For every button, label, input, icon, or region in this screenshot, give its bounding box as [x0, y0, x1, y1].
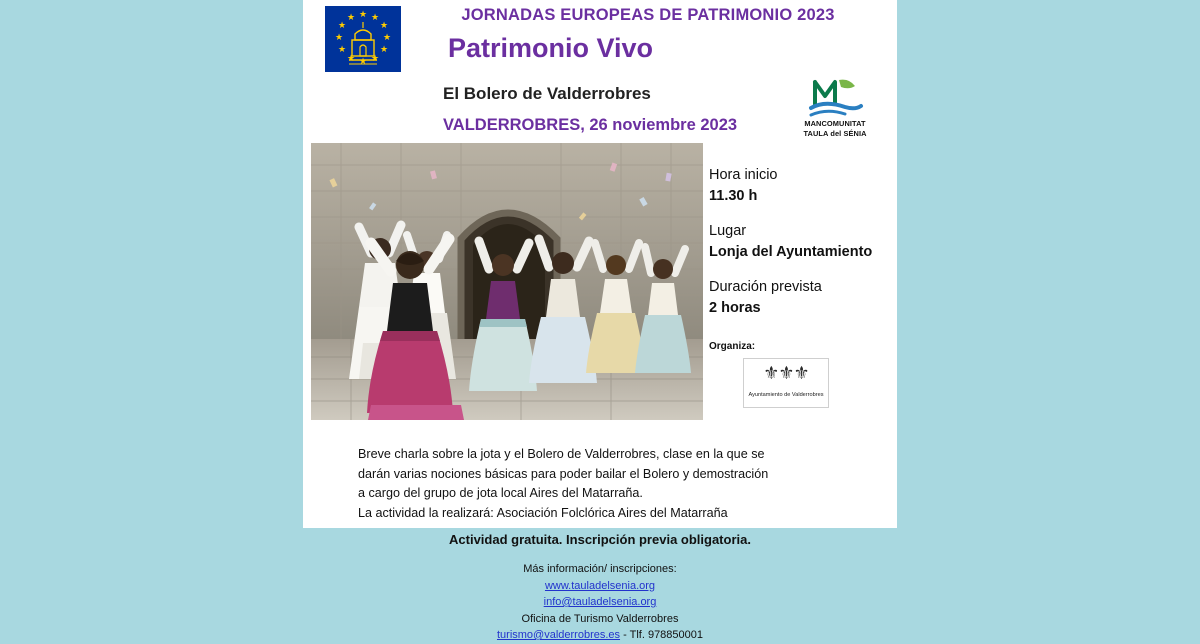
email-link[interactable]: info@tauladelsenia.org [543, 596, 657, 608]
footer [303, 528, 897, 641]
mancomunitat-line2: TAULA del SÉNIA [803, 128, 867, 138]
poster [303, 0, 897, 641]
tourism-phone: - Tlf. 978850001 [623, 629, 704, 641]
start-time-label: Hora inicio [709, 167, 778, 183]
description-line-1: Breve charla sobre la jota y el Bolero de Valderrobres, clase en la que se [358, 447, 765, 461]
description-line-4: La actividad la realizará: Asociación Folclórica Aires del Matarraña [358, 505, 728, 520]
header-title-secondary: Patrimonio Vivo [448, 33, 654, 63]
website-link[interactable]: www.tauladelsenia.org [544, 579, 656, 592]
organiza-label: Organiza: [709, 341, 756, 352]
event-title: El Bolero de Valderrobres [443, 84, 651, 103]
ayuntamiento-logo-caption: Ayuntamiento de Valderrobres [748, 392, 824, 398]
description-band [303, 423, 897, 528]
monument-icon [347, 20, 379, 66]
mancomunitat-logo [788, 72, 882, 150]
description-text [358, 445, 858, 523]
crest-icon: ⚜⚜⚜ [763, 363, 809, 383]
eu-flag-icon: ★ ★ ★ ★ ★ ★ ★ ★ ★ ★ ★ ★ [325, 6, 401, 80]
event-photo [311, 143, 703, 420]
duration-label: Duración prevista [709, 279, 822, 296]
event-location-date: VALDERROBRES, 26 noviembre 2023 [443, 116, 738, 134]
header-title-primary: JORNADAS EUROPEAS DE PATRIMONIO 2023 [461, 6, 835, 24]
more-info-block [303, 561, 897, 644]
mancomunitat-mark-icon [805, 74, 865, 118]
dancers-photo-illustration [311, 143, 703, 420]
place-label: Lugar [709, 223, 747, 240]
body-band [303, 143, 897, 423]
description-line-3: a cargo del grupo de jota local Aires del Matarraña. [358, 486, 643, 501]
free-activity-note: Actividad gratuita. Inscripción previa obligatoria. [449, 532, 751, 547]
start-time-value: 11.30 h [709, 188, 758, 205]
tourism-office-label: Oficina de Turismo Valderrobres [521, 612, 679, 625]
place-value: Lonja del Ayuntamiento [709, 244, 873, 261]
mancomunitat-text [788, 119, 882, 139]
mancomunitat-line1: MANCOMUNITAT [804, 119, 866, 128]
more-info-label: Más información/ inscripciones: [523, 563, 677, 575]
tourism-email-link[interactable]: turismo@valderrobres.es [496, 629, 621, 641]
description-line-2: darán varias nociones básicas para poder bailar el Bolero y demostración [358, 466, 769, 481]
event-info [709, 165, 893, 333]
duration-value: 2 horas [709, 300, 761, 317]
ayuntamiento-logo [743, 358, 829, 408]
